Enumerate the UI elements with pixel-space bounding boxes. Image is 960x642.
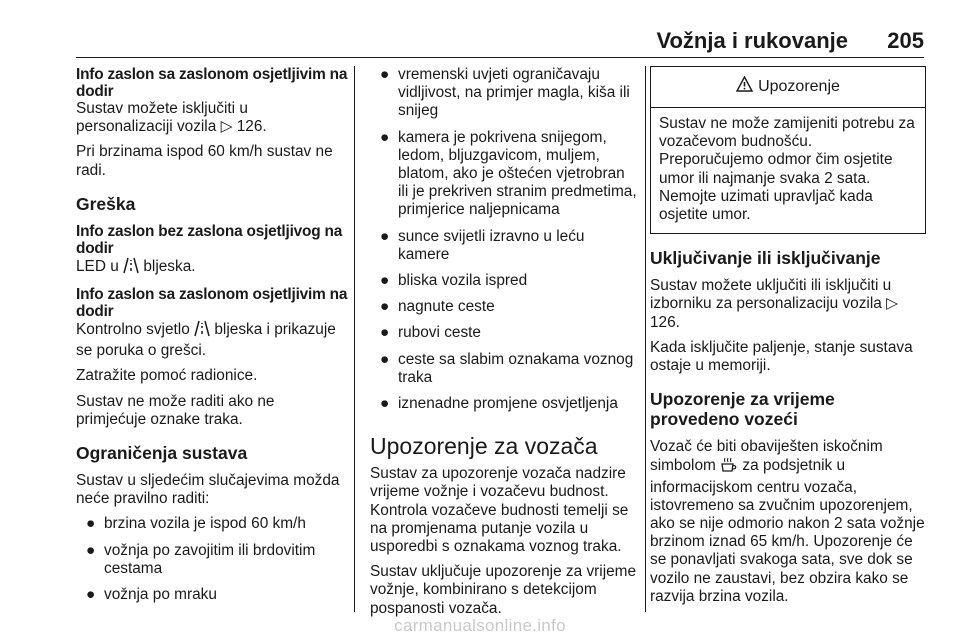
list-item: ● bliska vozila ispred [380, 272, 528, 290]
paragraph [76, 320, 348, 360]
paragraph-text: Sustav možete isključiti u personalizaciji vozila [76, 100, 248, 136]
bullet-icon: ● [380, 350, 390, 368]
subheading: Info zaslon sa zaslonom osjetljivim na dodir [76, 66, 348, 100]
bullet-icon: ● [380, 66, 390, 83]
warning-box [650, 66, 926, 234]
bullet-icon: ● [380, 272, 390, 290]
list-item: ● iznenadne promjene osvjetljenja [380, 395, 618, 413]
bullet-icon: ● [86, 541, 96, 559]
bullet-list [76, 515, 348, 604]
list-item: ● brzina vozila je ispod 60 km/h [86, 515, 306, 533]
list-item: ● vremenski uvjeti ograničavaju vidljivost, na primjer magla, kiša ili snijeg [380, 66, 630, 120]
bullet-icon: ● [86, 515, 96, 533]
section-heading: Upozorenje za vozača [370, 433, 598, 460]
paragraph: Kada isključite paljenje, stanje sustava ostaje u memoriji. [650, 338, 913, 375]
list-item: ● rubovi ceste [380, 324, 481, 342]
paragraph-text: LED u [76, 257, 119, 275]
paragraph-text: Sustav možete uključiti ili isključiti u izborniku za personalizaciju vozila [650, 277, 892, 313]
warning-text: Sustav ne može zamijeniti potrebu za vozačevom budnošću. Preporučujemo odmor čim osjetite umor ili najmanje svaka 2 sata. Nemojte uzimati upravljač kada osjetite umor. [659, 115, 915, 224]
subheading: Info zaslon sa zaslonom osjetljivim na dodir [76, 286, 348, 321]
bullet-list [370, 66, 638, 413]
page-ref[interactable]: 126. [650, 313, 680, 331]
section-heading: Greška [76, 193, 136, 214]
bullet-icon: ● [86, 586, 96, 604]
watermark: carmanualsonline.info [394, 616, 566, 635]
paragraph [650, 438, 926, 606]
list-item: ● ceste sa slabim oznakama voznog traka [380, 350, 634, 386]
bullet-icon: ● [380, 227, 390, 245]
page-header [0, 0, 960, 60]
page-ref[interactable]: 126. [236, 118, 267, 136]
paragraph-text: bljeska. [143, 257, 196, 275]
lane-departure-icon [123, 257, 139, 279]
paragraph: Zatražite pomoć radionice. [76, 367, 258, 385]
paragraph: Sustav za upozorenje vozača nadzire vrijeme vožnje i vozačevu budnost. Kontrola vozačeve budnosti temelji se na promjenama putanje vozila u usporedbi s oznakama voznog traka. [370, 465, 629, 556]
warning-title: Upozorenje [758, 77, 840, 95]
warning-header [651, 67, 925, 108]
paragraph [650, 277, 926, 332]
coffee-cup-icon [720, 456, 738, 478]
paragraph: Pri brzinama ispod 60 km/h sustav ne radi. [76, 143, 333, 179]
paragraph-text: Kontrolno svjetlo [76, 321, 190, 339]
lane-departure-icon [194, 320, 210, 342]
list-item: ● kamera je pokrivena snijegom, ledom, bljuzgavicom, muljem, blatom, ako je oštećen vjetrobran ili je prekriven stranim predmetima, primjerice naljepnicama [380, 128, 637, 219]
page-ref-arrow-icon[interactable]: ▷ [220, 118, 233, 136]
paragraph-text: za podsjetnik u informacijskom centru vozača, istovremeno sa zvučnim upozorenjem, ako se nije odmorio nakon 2 sata vožnje brzinom iznad 65 km/h. Upozorenje će se ponavljati svakoga sata, sve dok se vozilo ne zaustavi, bez obzira kako se razvija brzina vozila. [650, 457, 925, 605]
list-item: ● nagnute ceste [380, 298, 495, 316]
column-3 [650, 66, 926, 613]
column-1 [76, 66, 348, 612]
list-item: ● sunce svijetli izravno u leću kamere [380, 227, 585, 263]
column-divider [354, 66, 355, 612]
bullet-icon: ● [380, 128, 390, 146]
page-ref-arrow-icon[interactable]: ▷ [886, 295, 898, 313]
warning-body [651, 108, 925, 233]
bullet-icon: ● [380, 324, 390, 342]
paragraph [76, 257, 348, 279]
paragraph: Sustav u sljedećim slučajevima možda neće pravilno raditi: [76, 472, 340, 508]
paragraph-text: bljeska i prikazuje se poruka o grešci. [76, 321, 336, 360]
running-title: Vožnja i rukovanje [656, 28, 848, 53]
list-item: ● vožnja po zavojitim ili brdovitim cestama [86, 541, 316, 577]
paragraph [76, 100, 348, 136]
bullet-icon: ● [380, 298, 390, 316]
list-item: ● vožnja po mraku [86, 586, 217, 604]
warning-triangle-icon [736, 76, 753, 97]
section-heading: Uključivanje ili isključivanje [650, 248, 881, 269]
paragraph: Sustav ne može raditi ako ne primjećuje oznake traka. [76, 392, 275, 428]
section-heading: Ograničenja sustava [76, 443, 248, 464]
bullet-icon: ● [380, 395, 390, 413]
column-divider [645, 66, 646, 612]
page-number: 205 [887, 28, 924, 53]
header-rule [76, 57, 924, 58]
paragraph: Sustav uključuje upozorenje za vrijeme vožnje, kombinirano s detekcijom pospanosti vozača. [370, 563, 637, 617]
paragraph-text: Vozač će biti obaviješten iskočnim simbolom [650, 438, 883, 475]
column-2 [370, 66, 638, 625]
subheading: Info zaslon bez zaslona osjetljivog na dodir [76, 222, 343, 257]
section-heading: Upozorenje za vrijeme provedeno vozeći [650, 389, 835, 430]
